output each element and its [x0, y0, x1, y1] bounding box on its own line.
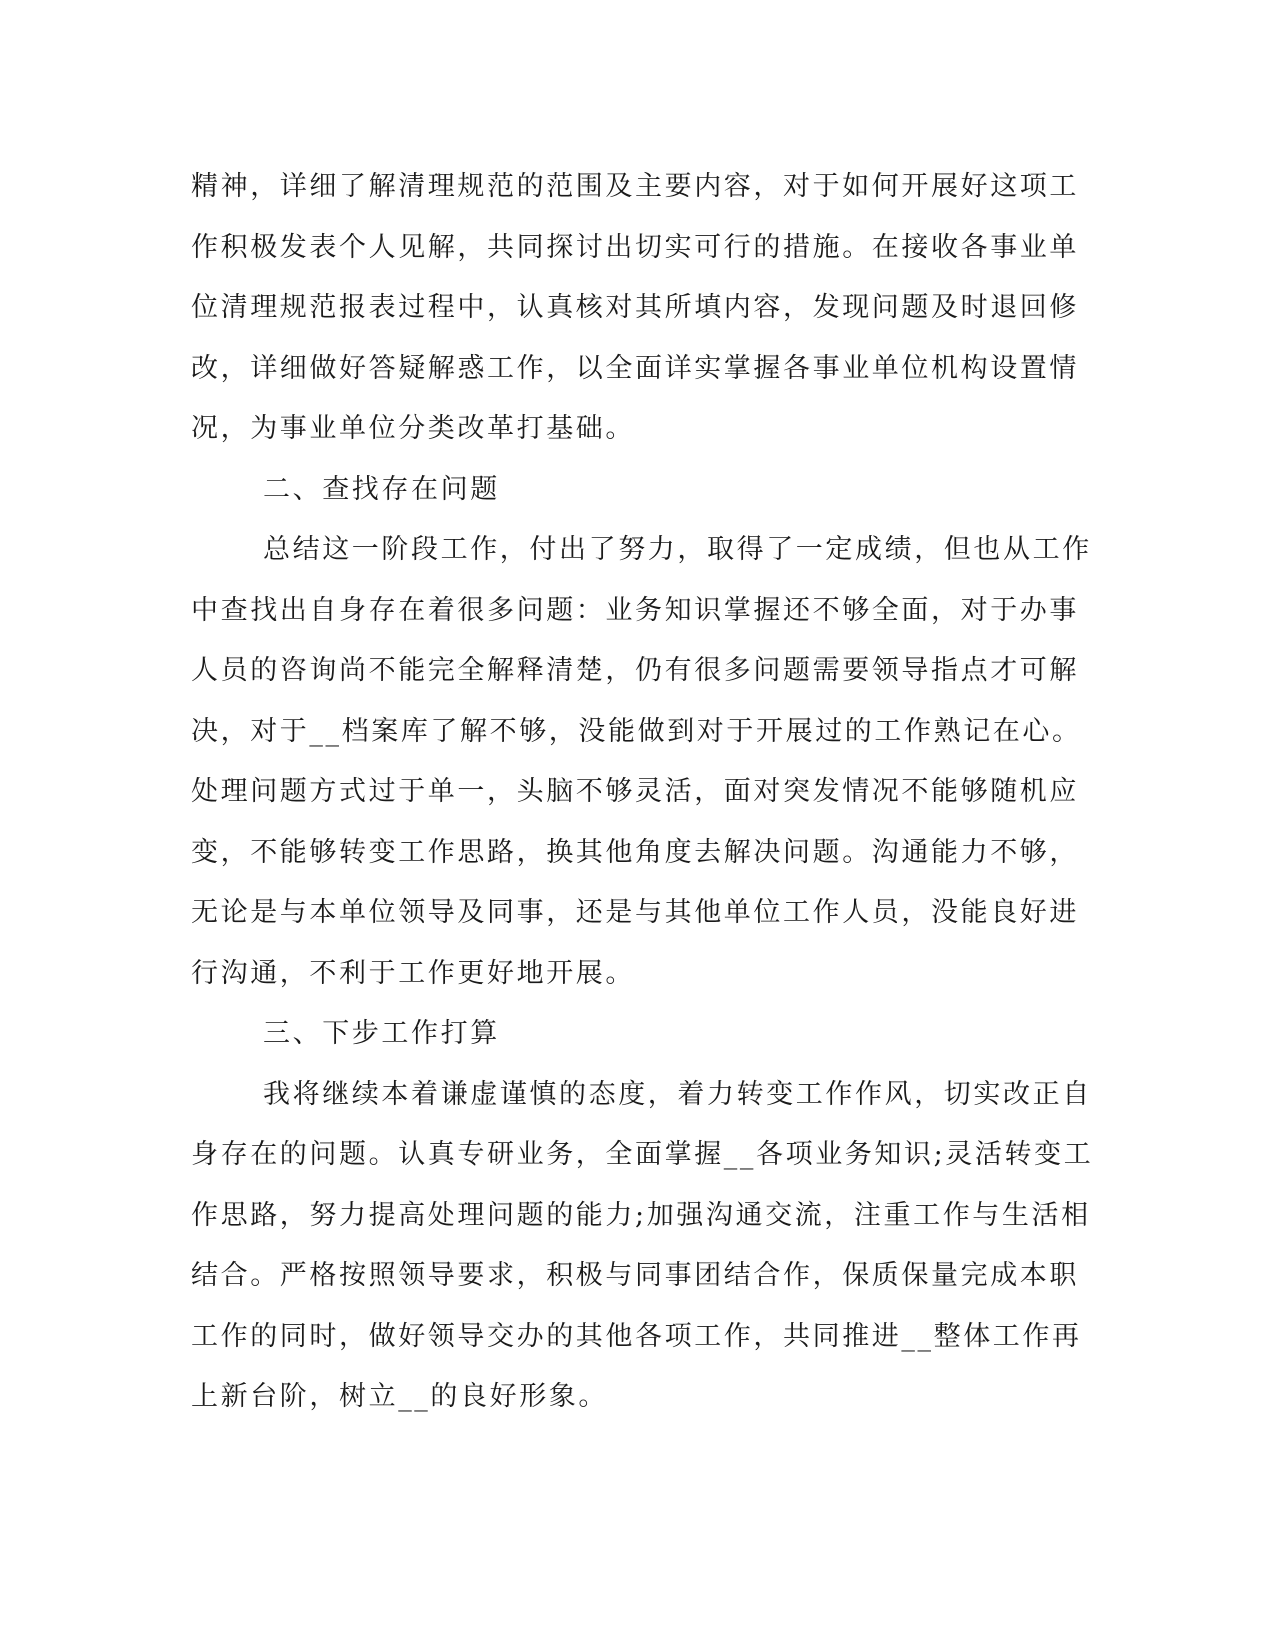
section-heading: 二、查找存在问题: [263, 473, 500, 505]
text-line: 人员的咨询尚不能完全解释清楚，仍有很多问题需要领导指点才可解: [191, 655, 1079, 686]
text-line: 工作的同时，做好领导交办的其他各项工作，共同推进__整体工作再: [191, 1320, 1082, 1352]
text-line: 决，对于__档案库了解不够，没能做到对于开展过的工作熟记在心。: [191, 715, 1082, 747]
text-line: 精神，详细了解清理规范的范围及主要内容，对于如何开展好这项工: [191, 171, 1079, 202]
text-line: 结合。严格按照领导要求，积极与同事团结合作，保质保量完成本职: [191, 1260, 1079, 1291]
text-line: 作积极发表个人见解，共同探讨出切实可行的措施。在接收各事业单: [191, 231, 1079, 263]
document-body: [191, 157, 1094, 1428]
section-heading: 三、下步工作打算: [263, 1018, 500, 1049]
text-line: 改，详细做好答疑解惑工作，以全面详实掌握各事业单位机构设置情: [191, 352, 1079, 384]
text-line: 况，为事业单位分类改革打基础。: [191, 413, 635, 444]
text-line: 作思路，努力提高处理问题的能力;加强沟通交流，注重工作与生活相: [191, 1199, 1091, 1231]
text-line: 行沟通，不利于工作更好地开展。: [191, 957, 635, 989]
text-line: 上新台阶，树立__的良好形象。: [191, 1381, 608, 1412]
text-line: 中查找出自身存在着很多问题：业务知识掌握还不够全面，对于办事: [191, 594, 1079, 626]
text-line: 身存在的问题。认真专研业务，全面掌握__各项业务知识;灵活转变工: [191, 1139, 1094, 1170]
text-line: 总结这一阶段工作，付出了努力，取得了一定成绩，但也从工作: [263, 534, 1092, 565]
text-line: 位清理规范报表过程中，认真核对其所填内容，发现问题及时退回修: [191, 292, 1079, 323]
text-line: 我将继续本着谦虚谨慎的态度，着力转变工作作风，切实改正自: [263, 1078, 1092, 1110]
text-line: 无论是与本单位领导及同事，还是与其他单位工作人员，没能良好进: [191, 897, 1079, 928]
text-line: 处理问题方式过于单一，头脑不够灵活，面对突发情况不能够随机应: [191, 776, 1079, 807]
text-line: 变，不能够转变工作思路，换其他角度去解决问题。沟通能力不够，: [191, 836, 1079, 868]
